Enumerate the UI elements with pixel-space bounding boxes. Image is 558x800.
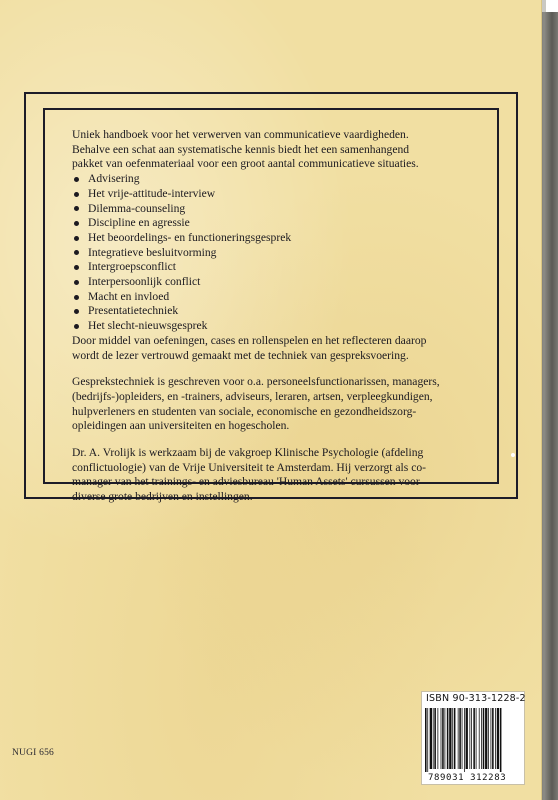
bullet-icon bbox=[74, 265, 79, 270]
list-item bbox=[72, 260, 482, 275]
list-item bbox=[72, 172, 482, 187]
author-line: manager van het trainings- en adviesbureau 'Human Assets' cursussen voor bbox=[72, 475, 420, 489]
barcode-bar bbox=[500, 708, 502, 772]
nugi-code: NUGI 656 bbox=[12, 748, 54, 758]
frame-ornament-dot bbox=[511, 453, 515, 457]
ean-number: 789031 312283 bbox=[428, 773, 507, 783]
barcode-bar bbox=[437, 708, 438, 769]
bullet-icon bbox=[74, 192, 79, 197]
intro-line: Behalve een schat aan systematische kennis biedt het een samenhangend bbox=[72, 142, 410, 156]
topic-list bbox=[72, 172, 482, 334]
bullet-icon bbox=[74, 309, 79, 314]
barcode-bar bbox=[464, 708, 465, 772]
list-item bbox=[72, 202, 482, 217]
author-line: Dr. A. Vrolijk is werkzaam bij de vakgroep Klinische Psychologie (afdeling bbox=[72, 446, 424, 460]
barcode-bar bbox=[454, 708, 456, 769]
barcode-bar bbox=[452, 708, 453, 769]
barcode-bar bbox=[492, 708, 494, 769]
audience-line: Gesprekstechniek is geschreven voor o.a. personeelsfunctionarissen, managers, bbox=[72, 375, 440, 389]
barcode-bar bbox=[483, 708, 485, 769]
barcode-bar bbox=[497, 708, 499, 769]
barcode-bar bbox=[473, 708, 475, 769]
topic-label: Dilemma-counseling bbox=[88, 201, 186, 215]
barcode-bar bbox=[425, 708, 427, 772]
list-item bbox=[72, 246, 482, 261]
barcode-bar bbox=[427, 708, 428, 772]
author-line: diverse grote bedrijven en instellingen. bbox=[72, 490, 253, 504]
author-line: conflictuologie) van de Vrije Universiteit te Amsterdam. Hij verzorgt als co- bbox=[72, 460, 426, 474]
topic-label: Discipline en agressie bbox=[88, 216, 190, 230]
barcode-bar bbox=[458, 708, 459, 769]
bullet-icon bbox=[74, 177, 79, 182]
barcode-bar bbox=[449, 708, 451, 769]
barcode-bar bbox=[433, 708, 434, 769]
topic-label: Het beoordelings- en functioneringsgesprek bbox=[88, 230, 292, 244]
bullet-icon bbox=[74, 295, 79, 300]
topic-label: Interpersoonlijk conflict bbox=[88, 275, 201, 289]
audience-line: opleidingen aan universiteiten en hogescholen. bbox=[72, 419, 290, 433]
bullet-icon bbox=[74, 280, 79, 285]
list-item bbox=[72, 275, 482, 290]
bullet-icon bbox=[74, 250, 79, 255]
audience-line: hulpverleners en studenten van sociale, economische en gezondheidszorg- bbox=[72, 404, 417, 418]
barcode-bar bbox=[471, 708, 472, 769]
barcode-bar bbox=[485, 708, 487, 769]
list-item bbox=[72, 304, 482, 319]
topic-label: Integratieve besluitvorming bbox=[88, 245, 217, 259]
barcode-bar bbox=[469, 708, 470, 769]
topic-label: Intergroepsconflict bbox=[88, 260, 176, 274]
intro-line: pakket van oefenmateriaal voor een groot aantal communicatieve situaties. bbox=[72, 157, 419, 171]
barcode-bar bbox=[442, 708, 444, 769]
barcode-bar bbox=[434, 708, 436, 769]
list-item bbox=[72, 231, 482, 246]
topic-label: Advisering bbox=[88, 172, 140, 186]
method-line: wordt de lezer vertrouwd gemaakt met de techniek van gespreksvoering. bbox=[72, 348, 409, 362]
topic-label: Presentatietechniek bbox=[88, 304, 179, 318]
method-line: Door middel van oefeningen, cases en rollenspelen en het reflecteren daarop bbox=[72, 333, 427, 347]
topic-label: Het vrije-attitude-interview bbox=[88, 186, 216, 200]
list-item bbox=[72, 319, 482, 334]
barcode-bar bbox=[479, 708, 480, 769]
paragraph-spacer bbox=[72, 363, 482, 375]
list-item bbox=[72, 216, 482, 231]
barcode-bar bbox=[495, 708, 496, 769]
bullet-icon bbox=[74, 206, 79, 211]
barcode-bar bbox=[445, 708, 446, 769]
bullet-icon bbox=[74, 324, 79, 329]
barcode-bar bbox=[491, 708, 492, 769]
barcode-bar bbox=[481, 708, 482, 769]
bullet-icon bbox=[74, 221, 79, 226]
barcode-bar bbox=[466, 708, 468, 769]
barcode-bar bbox=[459, 708, 461, 769]
intro-line: Uniek handboek voor het verwerven van communicatieve vaardigheden. bbox=[72, 128, 409, 141]
audience-line: (bedrijfs-)opleiders, en -trainers, adviseurs, leraren, artsen, verpleegkundigen, bbox=[72, 389, 433, 403]
topic-label: Macht en invloed bbox=[88, 289, 170, 303]
paragraph-spacer bbox=[72, 434, 482, 446]
barcode-bar bbox=[488, 708, 489, 769]
barcode-bar bbox=[441, 708, 442, 769]
topic-label: Het slecht-nieuwsgesprek bbox=[88, 319, 208, 333]
list-item bbox=[72, 187, 482, 202]
barcode-bar bbox=[462, 708, 463, 769]
isbn-number: ISBN 90-313-1228-2 bbox=[426, 693, 526, 704]
barcode-bar bbox=[430, 708, 432, 769]
blurb-text bbox=[72, 128, 482, 505]
barcode-bar bbox=[476, 708, 477, 769]
barcode-bar bbox=[447, 708, 449, 769]
barcode-icon bbox=[424, 708, 522, 772]
bullet-icon bbox=[74, 236, 79, 241]
list-item bbox=[72, 290, 482, 305]
